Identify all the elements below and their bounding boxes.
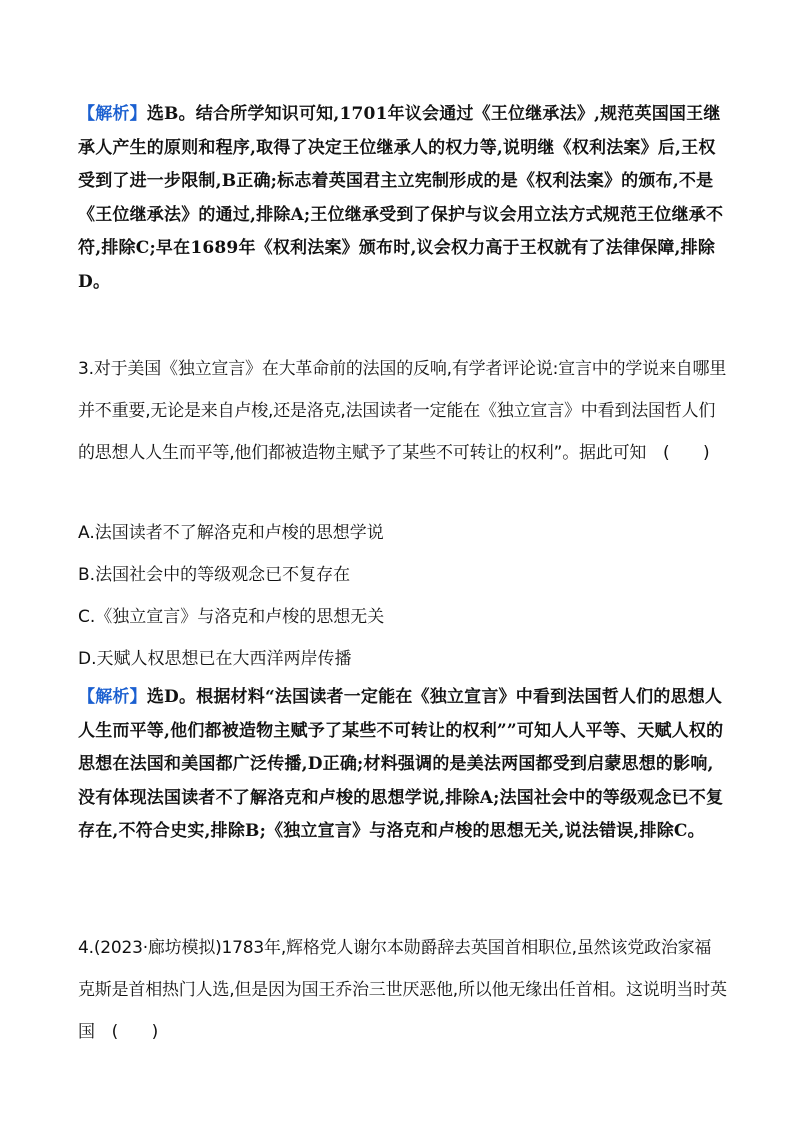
question-4-stem: [78, 927, 728, 1053]
analysis-text: 选B。结合所学知识可知,1701年议会通过《王位继承法》,规范英国国王继承人产生的原则和程序,取得了决定王位继承人的权力等,说明继《权利法案》后,王权受到了进一步限制,B正确;标志着英国君主立宪制形成的是《权利法案》的颁布,不是《王位继承法》的通过,排除A;王位继承受到了保护与议会用立法方式规范王位继承不符,排除C;早在1689年《权利法案》颁布时,议会权力高于王权就有了法律保障,排除D。: [78, 104, 724, 292]
analysis-q3: [78, 681, 724, 849]
option-d: D.天赋人权思想已在大西洋两岸传播: [78, 649, 352, 669]
option-b: B.法国社会中的等级观念已不复存在: [78, 565, 351, 585]
analysis-tag: 【解析】: [78, 104, 147, 124]
analysis-q2: [78, 98, 724, 299]
analysis-text: 选D。根据材料“法国读者一定能在《独立宣言》中看到法国哲人们的思想人人生而平等,他们都被造物主赋予了某些不可转让的权利””可知人人平等、天赋人权的思想在法国和美国都广泛传播,D正确;材料强调的是美法两国都受到启蒙思想的影响,没有体现法国读者不了解洛克和卢梭的思想学说,排除A;法国社会中的等级观念已不复存在,不符合史实,排除B;《独立宣言》与洛克和卢梭的思想无关,说法错误,排除C。: [78, 687, 724, 841]
option-a: A.法国读者不了解洛克和卢梭的思想学说: [78, 523, 384, 543]
question-stem: 3.对于美国《独立宣言》在大革命前的法国的反响,有学者评论说:宣言中的学说来自哪里并不重要,无论是来自卢梭,还是洛克,法国读者一定能在《独立宣言》中看到法国哲人们的思想人人生而平等,他们都被造物主赋予了某些不可转让的权利”。据此可知 ( ): [78, 359, 727, 463]
option-c: C.《独立宣言》与洛克和卢梭的思想无关: [78, 607, 385, 627]
question-stem: 4.(2023·廊坊模拟)1783年,辉格党人谢尔本勋爵辞去英国首相职位,虽然该党政治家福克斯是首相热门人选,但是因为国王乔治三世厌恶他,所以他无缘出任首相。这说明当时英国 ( ): [78, 938, 727, 1042]
analysis-tag: 【解析】: [78, 687, 147, 707]
question-3-stem: [78, 348, 728, 474]
